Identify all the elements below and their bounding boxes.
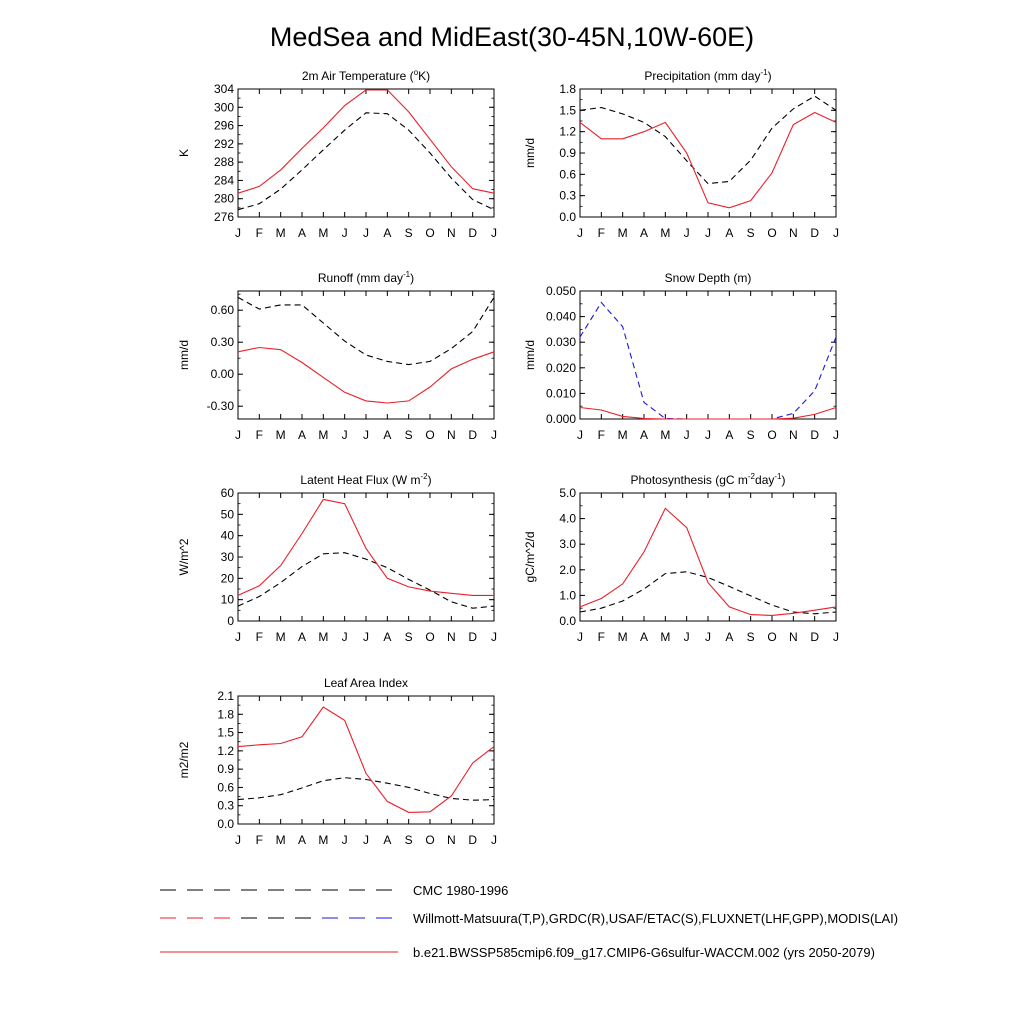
x-tick-label: O bbox=[425, 630, 435, 644]
plot-frame bbox=[580, 291, 836, 419]
y-axis-label: mm/d bbox=[523, 138, 537, 168]
x-tick-label: A bbox=[297, 428, 307, 442]
x-tick-label: F bbox=[255, 428, 264, 442]
panel-title-sup: -2 bbox=[420, 472, 428, 481]
x-tick-label: O bbox=[767, 226, 777, 240]
y-tick-label: 300 bbox=[213, 100, 234, 115]
y-tick-label: 0.000 bbox=[545, 412, 576, 426]
y-tick-label: 30 bbox=[220, 550, 234, 564]
plot-frame bbox=[238, 291, 494, 419]
y-axis-label: gC/m^2/d bbox=[523, 531, 537, 583]
panel-6 bbox=[523, 472, 839, 644]
x-tick-label: J bbox=[363, 428, 369, 442]
y-tick-label: 288 bbox=[213, 155, 234, 170]
series-line-model bbox=[238, 707, 494, 812]
y-axis-label: mm/d bbox=[177, 340, 191, 370]
y-tick-label: 1.0 bbox=[559, 588, 576, 603]
series-line-obs bbox=[238, 297, 494, 364]
x-tick-label: S bbox=[404, 630, 413, 644]
panel-title bbox=[302, 68, 430, 83]
x-tick-label: J bbox=[833, 630, 839, 644]
y-tick-label: 0.6 bbox=[559, 167, 576, 182]
x-tick-label: O bbox=[425, 833, 435, 847]
x-tick-label: N bbox=[788, 630, 798, 644]
y-tick-label: 0.0 bbox=[559, 210, 576, 224]
y-tick-label: 0.050 bbox=[545, 284, 576, 298]
y-tick-label: 0.0 bbox=[217, 817, 234, 831]
y-tick-label: 1.5 bbox=[217, 725, 234, 740]
y-tick-label: 0.0 bbox=[559, 614, 576, 628]
y-tick-label: 1.8 bbox=[559, 82, 576, 96]
x-tick-label: A bbox=[383, 833, 392, 847]
x-tick-label: J bbox=[363, 833, 369, 847]
y-tick-label: 0.040 bbox=[545, 309, 576, 324]
panel-2 bbox=[523, 68, 839, 240]
plot-frame bbox=[238, 696, 494, 824]
x-tick-label: F bbox=[255, 630, 264, 644]
panel-title-part: 2m Air Temperature ( bbox=[301, 69, 414, 83]
x-tick-label: M bbox=[275, 630, 286, 644]
x-tick-label: M bbox=[318, 833, 329, 847]
panel-title bbox=[318, 270, 414, 285]
panel-title bbox=[665, 271, 752, 285]
y-tick-label: 304 bbox=[213, 82, 234, 96]
y-tick-label: 1.8 bbox=[217, 707, 234, 722]
x-tick-label: A bbox=[297, 630, 307, 644]
x-tick-label: A bbox=[639, 428, 649, 442]
series-line-model bbox=[238, 90, 494, 193]
y-tick-label: 5.0 bbox=[559, 486, 576, 500]
series-line-model bbox=[580, 508, 836, 615]
panel-title-part: ) bbox=[427, 473, 432, 487]
x-tick-label: A bbox=[297, 226, 307, 240]
y-tick-label: 20 bbox=[220, 571, 234, 586]
x-tick-label: M bbox=[617, 630, 628, 644]
x-tick-label: J bbox=[491, 833, 497, 847]
x-tick-label: J bbox=[341, 630, 348, 644]
series-line-model bbox=[580, 113, 836, 208]
x-tick-label: M bbox=[275, 833, 286, 847]
x-tick-label: J bbox=[577, 428, 583, 442]
y-tick-label: 10 bbox=[220, 592, 234, 607]
panel-4 bbox=[523, 271, 839, 442]
y-tick-label: 1.2 bbox=[217, 743, 234, 758]
x-tick-label: N bbox=[446, 630, 456, 644]
series-line-model bbox=[238, 499, 494, 595]
plot-frame bbox=[238, 493, 494, 621]
y-tick-label: 0.60 bbox=[210, 303, 234, 318]
legend-label: b.e21.BWSSP585cmip6.f09_g17.CMIP6-G6sulfur-WACCM.002 (yrs 2050-2079) bbox=[413, 945, 875, 960]
panel-title-part: ) bbox=[781, 473, 786, 487]
x-tick-label: O bbox=[425, 226, 435, 240]
x-tick-label: A bbox=[639, 226, 649, 240]
series-line-obs bbox=[238, 113, 494, 210]
x-tick-label: J bbox=[705, 428, 711, 442]
x-tick-label: F bbox=[597, 428, 606, 442]
x-tick-label: S bbox=[746, 630, 755, 644]
y-tick-label: 3.0 bbox=[559, 537, 576, 552]
y-axis-label: mm/d bbox=[523, 340, 537, 370]
panel-title bbox=[644, 68, 771, 83]
panel-title-part: ) bbox=[767, 69, 772, 83]
x-tick-label: A bbox=[725, 630, 734, 644]
x-tick-label: J bbox=[577, 226, 583, 240]
x-tick-label: M bbox=[617, 428, 628, 442]
x-tick-label: A bbox=[297, 833, 307, 847]
x-tick-label: F bbox=[255, 226, 264, 240]
series-line-model bbox=[238, 348, 494, 404]
panel-title bbox=[631, 472, 786, 487]
y-tick-label: 0.6 bbox=[217, 780, 234, 795]
panel-title-part: Leaf Area Index bbox=[323, 676, 409, 690]
y-tick-label: 0.3 bbox=[217, 798, 234, 813]
y-tick-label: 50 bbox=[220, 507, 234, 522]
x-tick-label: M bbox=[660, 226, 671, 240]
panel-title-sup: -2 bbox=[747, 472, 756, 481]
panel-title bbox=[300, 472, 431, 487]
y-tick-label: -0.30 bbox=[206, 399, 234, 414]
series-line-obs bbox=[580, 96, 836, 184]
x-tick-label: D bbox=[468, 630, 478, 644]
x-tick-label: A bbox=[383, 226, 392, 240]
y-tick-label: 276 bbox=[213, 210, 234, 224]
panel-5 bbox=[177, 472, 497, 644]
x-tick-label: A bbox=[383, 630, 392, 644]
x-tick-label: M bbox=[660, 630, 671, 644]
series-line-obs bbox=[580, 572, 836, 614]
y-axis-label: m2/m2 bbox=[177, 741, 191, 779]
y-tick-label: 2.1 bbox=[217, 689, 234, 703]
panel-title-part: ) bbox=[410, 271, 415, 285]
x-tick-label: J bbox=[491, 226, 497, 240]
x-tick-label: J bbox=[683, 630, 690, 644]
x-tick-label: M bbox=[660, 428, 671, 442]
x-tick-label: O bbox=[767, 630, 777, 644]
y-tick-label: 284 bbox=[213, 173, 234, 188]
y-tick-label: 0.030 bbox=[545, 335, 576, 350]
x-tick-label: J bbox=[683, 428, 690, 442]
panel-1 bbox=[177, 68, 497, 240]
x-tick-label: J bbox=[683, 226, 690, 240]
y-tick-label: 4.0 bbox=[559, 511, 576, 526]
legend-label: CMC 1980-1996 bbox=[413, 883, 509, 898]
y-tick-label: 60 bbox=[220, 486, 234, 500]
y-tick-label: 0 bbox=[227, 614, 234, 628]
x-tick-label: J bbox=[705, 226, 711, 240]
panel-3 bbox=[177, 270, 497, 442]
x-tick-label: J bbox=[491, 428, 497, 442]
x-tick-label: S bbox=[404, 226, 413, 240]
y-tick-label: 2.0 bbox=[559, 562, 576, 577]
panel-title-part: K) bbox=[418, 69, 431, 83]
plot-frame bbox=[580, 493, 836, 621]
x-tick-label: A bbox=[639, 630, 649, 644]
x-tick-label: J bbox=[235, 833, 241, 847]
x-tick-label: J bbox=[235, 428, 241, 442]
y-tick-label: 0.3 bbox=[559, 188, 576, 203]
panel-title-part: Runoff (mm day bbox=[317, 271, 404, 285]
x-tick-label: J bbox=[833, 226, 839, 240]
x-tick-label: D bbox=[468, 833, 478, 847]
plot-frame bbox=[580, 89, 836, 217]
x-tick-label: F bbox=[597, 630, 606, 644]
x-tick-label: J bbox=[235, 630, 241, 644]
y-tick-label: 0.9 bbox=[217, 762, 234, 777]
x-tick-label: O bbox=[767, 428, 777, 442]
x-tick-label: N bbox=[788, 226, 798, 240]
x-tick-label: J bbox=[705, 630, 711, 644]
y-tick-label: 1.5 bbox=[559, 103, 576, 118]
x-tick-label: D bbox=[810, 630, 820, 644]
panel-title-part: Latent Heat Flux (W m bbox=[300, 473, 421, 487]
y-tick-label: 280 bbox=[213, 191, 234, 206]
x-tick-label: N bbox=[446, 226, 456, 240]
x-tick-label: J bbox=[235, 226, 241, 240]
y-tick-label: 292 bbox=[213, 136, 234, 151]
y-axis-label: K bbox=[177, 148, 191, 158]
x-tick-label: S bbox=[746, 428, 755, 442]
x-tick-label: M bbox=[318, 226, 329, 240]
page-title: MedSea and MidEast(30-45N,10W-60E) bbox=[269, 22, 755, 52]
y-tick-label: 1.2 bbox=[559, 124, 576, 139]
panel-title-part: Precipitation (mm day bbox=[644, 69, 761, 83]
x-tick-label: J bbox=[833, 428, 839, 442]
x-tick-label: A bbox=[383, 428, 392, 442]
x-tick-label: M bbox=[318, 428, 329, 442]
panel-title bbox=[324, 676, 408, 690]
y-tick-label: 0.30 bbox=[210, 335, 234, 350]
panel-title-sup: -1 bbox=[403, 270, 411, 279]
panel-title-part: Snow Depth (m) bbox=[664, 271, 752, 285]
panel-title-part: day bbox=[755, 473, 775, 487]
plot-frame bbox=[238, 89, 494, 217]
x-tick-label: F bbox=[255, 833, 264, 847]
y-axis-label: W/m^2 bbox=[177, 538, 191, 576]
legend-label: Willmott-Matsuura(T,P),GRDC(R),USAF/ETAC(S),FLUXNET(LHF,GPP),MODIS(LAI) bbox=[413, 911, 899, 926]
x-tick-label: A bbox=[725, 226, 734, 240]
x-tick-label: A bbox=[725, 428, 734, 442]
x-tick-label: N bbox=[788, 428, 798, 442]
x-tick-label: O bbox=[425, 428, 435, 442]
panel-title-part: Photosynthesis (gC m bbox=[630, 473, 748, 487]
x-tick-label: D bbox=[468, 428, 478, 442]
x-tick-label: N bbox=[446, 833, 456, 847]
x-tick-label: F bbox=[597, 226, 606, 240]
x-tick-label: M bbox=[275, 226, 286, 240]
panel-title-sup: o bbox=[413, 68, 419, 77]
x-tick-label: M bbox=[318, 630, 329, 644]
x-tick-label: M bbox=[617, 226, 628, 240]
y-tick-label: 296 bbox=[213, 118, 234, 133]
x-tick-label: D bbox=[468, 226, 478, 240]
x-tick-label: S bbox=[404, 833, 413, 847]
x-tick-label: D bbox=[810, 428, 820, 442]
y-tick-label: 0.9 bbox=[559, 146, 576, 160]
x-tick-label: J bbox=[491, 630, 497, 644]
x-tick-label: M bbox=[275, 428, 286, 442]
panel-title-sup: -1 bbox=[760, 68, 768, 77]
x-tick-label: S bbox=[746, 226, 755, 240]
x-tick-label: J bbox=[363, 226, 369, 240]
x-tick-label: J bbox=[341, 226, 348, 240]
y-tick-label: 0.010 bbox=[545, 386, 576, 401]
series-line-obs_snow bbox=[580, 303, 836, 420]
y-tick-label: 0.020 bbox=[545, 360, 576, 375]
panels-group bbox=[177, 68, 839, 847]
x-tick-label: J bbox=[341, 833, 348, 847]
x-tick-label: J bbox=[341, 428, 348, 442]
x-tick-label: N bbox=[446, 428, 456, 442]
series-line-obs bbox=[238, 553, 494, 609]
x-tick-label: J bbox=[577, 630, 583, 644]
panel-title-sup: -1 bbox=[774, 472, 782, 481]
x-tick-label: D bbox=[810, 226, 820, 240]
legend bbox=[160, 883, 898, 960]
panel-7 bbox=[177, 676, 497, 847]
x-tick-label: J bbox=[363, 630, 369, 644]
y-tick-label: 40 bbox=[220, 528, 234, 543]
y-tick-label: 0.00 bbox=[210, 367, 234, 382]
x-tick-label: S bbox=[404, 428, 413, 442]
